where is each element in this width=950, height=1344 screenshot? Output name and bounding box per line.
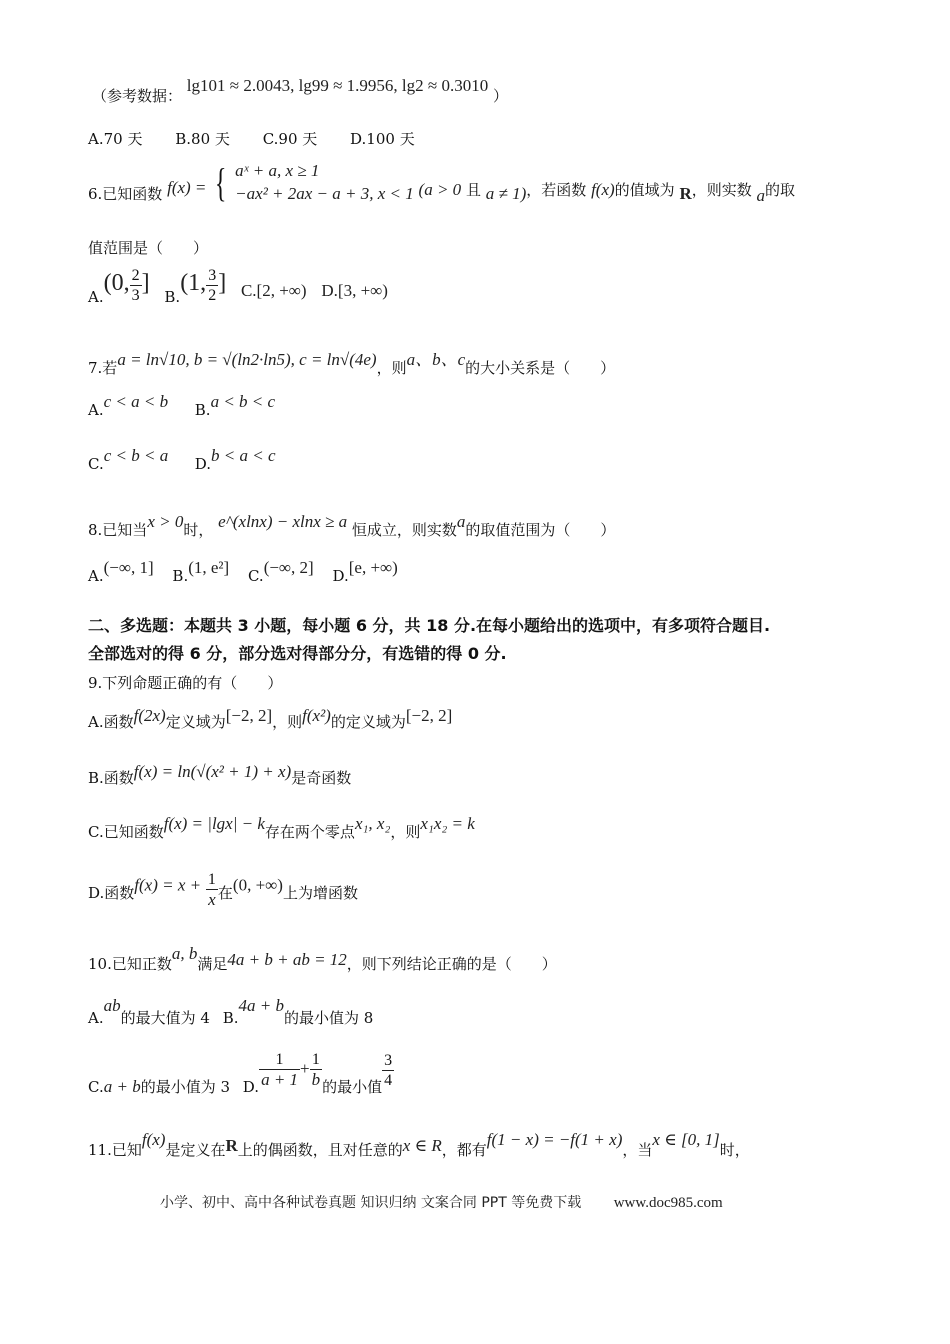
q9-option-a-mid2: ，则	[272, 713, 303, 731]
q9-option-b-label: B.函数	[88, 769, 134, 787]
q8-mid: 时，	[183, 521, 214, 539]
q10-prefix: 10.已知正数	[88, 955, 172, 973]
q6-options	[88, 266, 388, 305]
q8-stem	[88, 512, 616, 539]
q8-expr: e^(xlnx) − xlnx ≥ a	[218, 512, 348, 531]
reference-close: ）	[493, 87, 509, 105]
q9-option-b-tail: 是奇函数	[291, 769, 352, 787]
q11-f: f(x)	[141, 1130, 166, 1149]
page-footer	[160, 1192, 723, 1212]
q6-mid: ，若函数	[526, 180, 587, 199]
q10-option-d-den1: a + 1	[261, 1070, 299, 1090]
q10-option-c-label: C.	[88, 1078, 104, 1097]
q7-options-row1	[88, 392, 276, 420]
q9-option-a-mid3: 的定义域为	[330, 713, 406, 731]
q6-option-d: D.[3, +∞)	[321, 280, 388, 300]
q9-stem: 9.下列命题正确的有（ ）	[88, 674, 283, 692]
q6-a: a	[756, 185, 766, 205]
q9-option-c-mid2: ，则	[390, 823, 421, 841]
q9-option-d-num: 1	[206, 870, 218, 890]
q5-option-c: C.90 天	[262, 130, 318, 148]
q10-option-c-expr: a + b	[103, 1077, 141, 1097]
reference-data	[92, 76, 509, 105]
q11-mid2: 上的偶函数，且对任意的	[237, 1141, 403, 1159]
q6-option-a-den: 3	[131, 287, 140, 305]
q7-option-d-expr: b < a < c	[211, 446, 276, 465]
q7-option-c: C.c < b < a	[88, 446, 169, 473]
q9-option-a-f2: f(x²)	[302, 706, 331, 725]
q9-option-a-d2: [−2, 2]	[405, 706, 453, 725]
q6-brace: {	[215, 159, 227, 205]
q10-option-b-expr: 4a + b	[238, 996, 284, 1015]
q6-option-b-num: 3	[206, 266, 218, 286]
q6-option-b-frac	[206, 266, 218, 305]
q9-option-d-expr: f(x) = x +	[134, 875, 202, 895]
q10-eq: 4a + b + ab = 12	[227, 950, 347, 969]
q11-mid4: ，当	[622, 1141, 653, 1159]
q10-option-d-num2: 1	[310, 1050, 323, 1070]
q10-option-b-tail: 的最小值为 8	[283, 1009, 374, 1027]
q10-option-d	[242, 1051, 394, 1097]
q6-R: R	[679, 183, 692, 203]
q10-option-d-tail: 的最小值	[322, 1078, 383, 1097]
q9-option-a-f1: f(2x)	[133, 706, 166, 725]
q6-prefix: 6.已知函数	[88, 184, 163, 203]
q6-case-1: aˣ + a, x ≥ 1	[235, 161, 320, 180]
q6-cond2: a ≠ 1)	[485, 183, 527, 203]
q8-prefix: 8.已知当	[88, 521, 148, 539]
q6-option-a-frac	[130, 266, 142, 305]
q7-options-row2	[88, 446, 276, 474]
q6-cond: (a > 0	[418, 179, 462, 199]
q10-option-a-expr: ab	[103, 996, 121, 1015]
q9-option-c-zeros: x₁, x₂	[354, 814, 391, 833]
q6-option-a	[88, 267, 154, 306]
q6-mid2: 的值域为	[614, 180, 675, 199]
q8-option-c-expr: (−∞, 2]	[263, 558, 314, 577]
q8-cond: x > 0	[147, 512, 184, 531]
q9-option-c-label: C.已知函数	[88, 823, 164, 841]
q6-option-c: C.[2, +∞)	[240, 280, 307, 300]
q9-option-d-frac	[206, 870, 218, 911]
q6-option-b	[164, 267, 231, 306]
q11-stem	[88, 1130, 750, 1159]
q6-option-a-right: ]	[141, 269, 150, 296]
q6-mid3: ，则实数	[691, 180, 752, 199]
q8-option-a-expr: (−∞, 1]	[103, 558, 154, 577]
q8-option-c: C.(−∞, 2]	[247, 558, 314, 585]
q6-option-a-label: A.	[88, 287, 104, 306]
q7-option-c-expr: c < b < a	[103, 446, 169, 465]
q9-option-a-label: A.函数	[88, 713, 134, 731]
q6-option-a-num: 2	[130, 266, 142, 286]
q5-option-d: D.100 天	[350, 130, 415, 148]
footer-url[interactable]: www.doc985.com	[613, 1195, 723, 1211]
q8-mid2: 恒成立，则实数	[351, 521, 457, 539]
q10-option-d-plus: +	[300, 1059, 310, 1079]
q10-option-b	[222, 996, 374, 1027]
q10-vars: a, b	[171, 944, 198, 963]
q11-mid: 是定义在	[165, 1141, 226, 1159]
q9-option-d-den: x	[208, 890, 216, 910]
q8-tail: 的取值范围为（ ）	[465, 521, 616, 539]
q6-option-b-left: (1,	[180, 269, 207, 296]
q8-option-d: D.[e, +∞)	[332, 558, 398, 585]
q6-case-2: −ax² + 2ax − a + 3, x < 1	[235, 183, 414, 203]
q7-prefix: 7.若	[88, 359, 118, 377]
reference-values: lg101 ≈ 2.0043, lg99 ≈ 1.9956, lg2 ≈ 0.3010	[186, 76, 489, 95]
q8-option-d-expr: [e, +∞)	[348, 558, 398, 577]
q9-option-d-mid: 在	[217, 884, 233, 903]
q6-stem-line2: 值范围是（ ）	[88, 239, 209, 257]
q8-a: a	[456, 512, 466, 531]
q9-option-a	[88, 706, 453, 731]
q8-option-b-expr: (1, e²]	[188, 558, 230, 577]
q6-cases	[235, 160, 414, 206]
q8-option-b: B.(1, e²]	[172, 558, 230, 585]
q10-option-c	[88, 1078, 230, 1096]
q10-option-d-frac1	[259, 1050, 300, 1091]
q10-option-c-tail: 的最小值为 3	[140, 1078, 231, 1097]
q8-options	[88, 558, 398, 586]
q6-option-b-label: B.	[164, 287, 181, 306]
q11-R: R	[225, 1136, 238, 1155]
q9-option-d	[88, 866, 358, 910]
q9-option-b-expr: f(x) = ln(√(x² + 1) + x)	[133, 762, 292, 781]
q11-x: x ∈ R	[402, 1136, 442, 1155]
q6-fx: f(x) =	[167, 177, 207, 197]
q9-option-c-expr: f(x) = |lgx| − k	[163, 814, 265, 833]
q9-option-a-d1: [−2, 2]	[225, 706, 273, 725]
q10-option-d-value	[382, 1051, 394, 1090]
q7-stem	[88, 350, 616, 377]
q10-option-a-label: A.	[88, 1009, 104, 1027]
q10-option-a-tail: 的最大值为 4	[120, 1009, 210, 1027]
q5-options	[88, 130, 443, 148]
q11-tail: 时，	[719, 1141, 750, 1159]
q10-option-d-value-den: 4	[384, 1071, 393, 1089]
q6-fx2: f(x)	[591, 179, 615, 199]
q10-option-d-label: D.	[242, 1078, 260, 1097]
q7-option-a-expr: c < a < b	[103, 392, 169, 411]
q9-option-d-tail: 上为增函数	[282, 884, 358, 903]
q6-option-b-den: 2	[208, 287, 217, 305]
section2-heading-line2: 全部选对的得 6 分，部分选对得部分分，有选错的得 0 分.	[88, 644, 507, 663]
q6-and: 且	[465, 180, 481, 199]
q6-option-a-left: (0,	[103, 269, 130, 296]
q10-option-d-num1: 1	[259, 1050, 300, 1070]
q10-option-d-value-num: 3	[382, 1051, 394, 1071]
q7-option-a: A.c < a < b	[88, 392, 169, 419]
section2-heading-line1: 二、多选题：本题共 3 小题，每小题 6 分，共 18 分.在每小题给出的选项中，有多项符合题目.	[88, 616, 771, 635]
q5-option-a: A.70 天	[88, 130, 143, 148]
q9-option-d-interval: (0, +∞)	[232, 875, 283, 895]
q6-option-b-right: ]	[218, 269, 227, 296]
q10-options-row2	[88, 1050, 394, 1097]
q8-option-a: A.(−∞, 1]	[88, 558, 154, 585]
reference-label: （参考数据：	[92, 87, 183, 105]
q10-options-row1	[88, 996, 374, 1027]
q10-option-b-label: B.	[222, 1009, 239, 1027]
q6-tail: 的取	[765, 180, 796, 199]
q7-mid: ，则	[376, 359, 407, 377]
q11-mid3: ，都有	[441, 1141, 487, 1159]
q10-option-a	[88, 996, 210, 1027]
q9-option-c-result: x₁x₂ = k	[420, 814, 475, 833]
q9-option-a-mid: 定义域为	[165, 713, 226, 731]
q9-option-b	[88, 762, 352, 787]
q9-option-d-label: D.函数	[88, 884, 135, 903]
q10-mid: 满足	[197, 955, 228, 973]
q10-option-d-frac2	[310, 1050, 323, 1091]
q7-tail: 的大小关系是（ ）	[465, 359, 616, 377]
q7-option-d: D.b < a < c	[194, 446, 276, 473]
q10-tail: ，则下列结论正确的是（ ）	[346, 955, 557, 973]
q6-stem	[88, 160, 795, 206]
q5-option-b: B.80 天	[175, 130, 230, 148]
q9-option-c	[88, 814, 475, 841]
q11-interval: x ∈ [0, 1]	[652, 1130, 720, 1149]
footer-text: 小学、初中、高中各种试卷真题 知识归纳 文案合同 PPT 等免费下载	[160, 1195, 582, 1211]
q11-eq: f(1 − x) = −f(1 + x)	[486, 1130, 623, 1149]
q11-prefix: 11.已知	[88, 1141, 142, 1159]
q10-option-d-den2: b	[311, 1070, 321, 1090]
q7-expr: a = ln√10, b = √(ln2·ln5), c = ln√(4e)	[117, 350, 377, 369]
q7-vars: a、b、c	[406, 350, 466, 369]
q9-option-c-mid: 存在两个零点	[264, 823, 355, 841]
q7-option-b: B.a < b < c	[194, 392, 276, 419]
q10-stem	[88, 944, 557, 973]
q7-option-b-expr: a < b < c	[210, 392, 276, 411]
